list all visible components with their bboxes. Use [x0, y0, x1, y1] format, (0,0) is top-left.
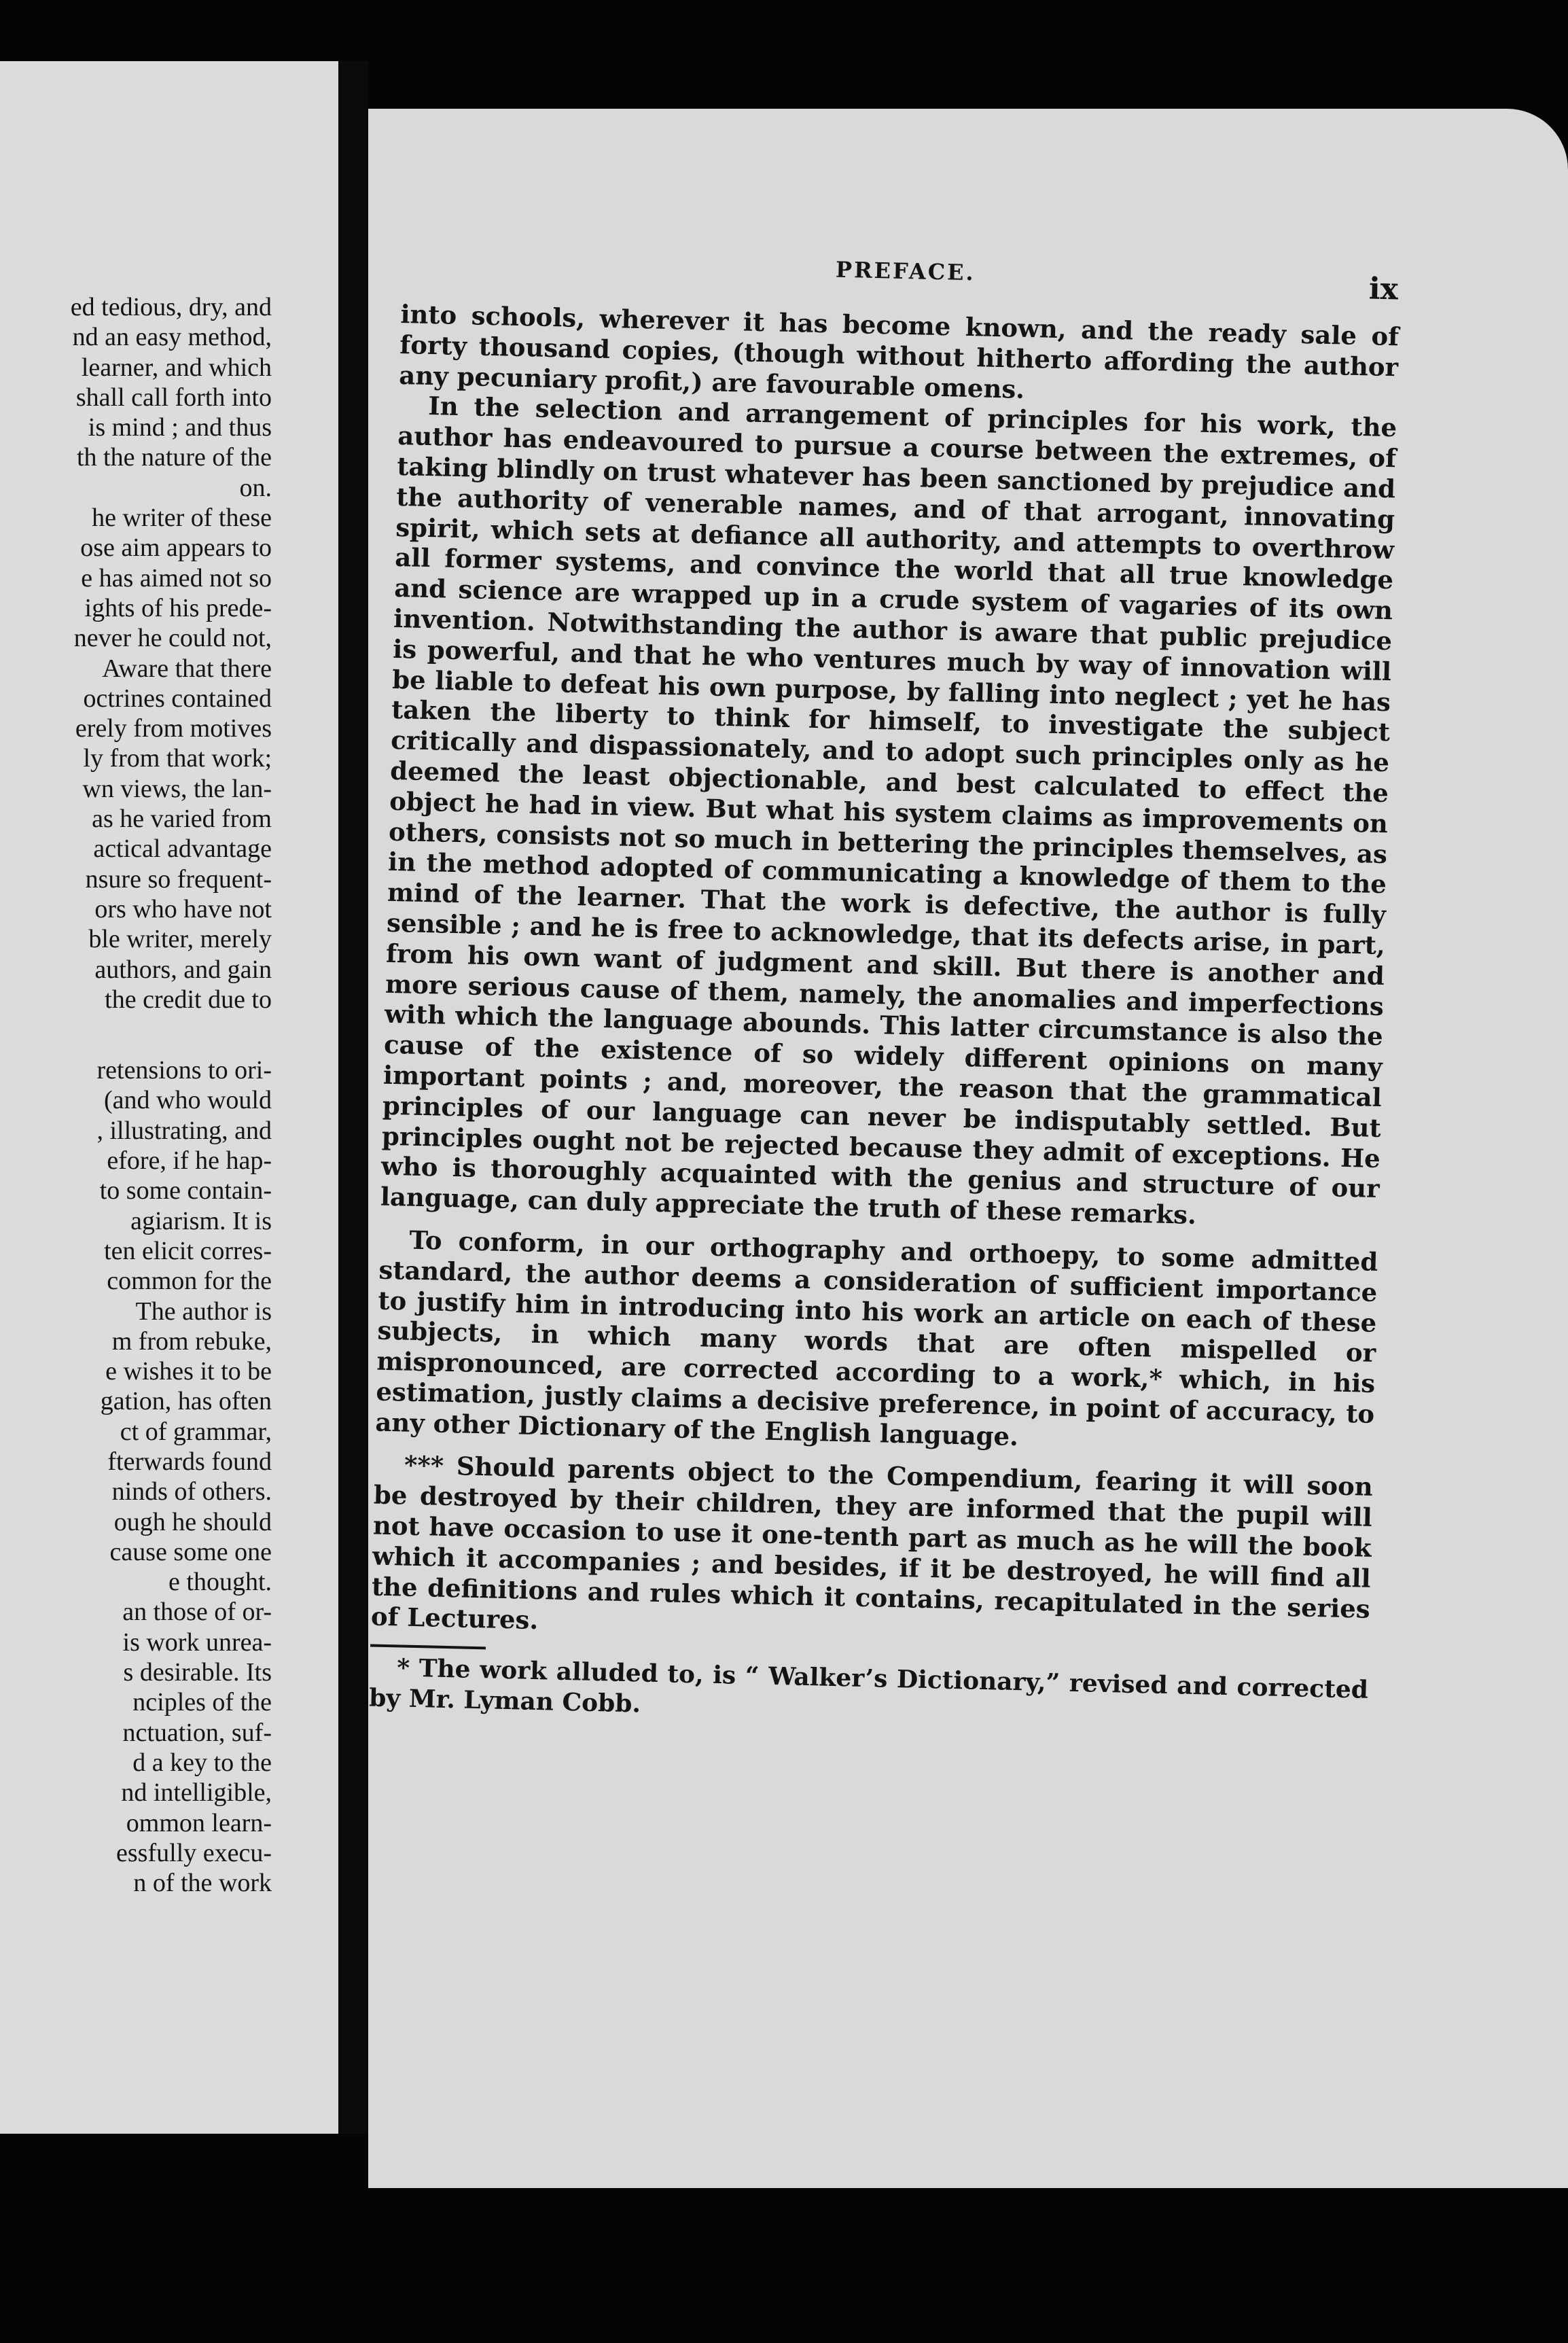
footnote-rule [370, 1644, 486, 1650]
facing-page-line: nciples of the [132, 1688, 272, 1717]
facing-page-line: nsure so frequent- [85, 864, 272, 894]
facing-page-line: retensions to ori- [96, 1056, 272, 1085]
facing-page-line: to some contain- [99, 1176, 272, 1205]
paragraph-continued: into schools, wherever it has become known, and the ready sale of forty thousand copies, (though without hitherto affording the author any pecuniary profit,) are favourable omens. [398, 299, 1400, 404]
facing-page-line: ly from that work; [83, 744, 272, 773]
facing-page-line: e has aimed not so [81, 563, 272, 593]
facing-page-line: shall call forth into [75, 383, 272, 412]
facing-page-line: he writer of these [92, 504, 272, 533]
facing-page-line: e wishes it to be [105, 1357, 272, 1386]
facing-page-line: Aware that there [102, 654, 272, 683]
paragraph-parents-note: *** Should parents object to the Compendium, fearing it will soon be destroyed by their children, they are informed that the pupil will not have occasion to use it one-tenth part as much as he will the book which it accompanies ; and besides, if it be destroyed, he will find all the definitions and rules which it contains, recapitulated in the series of Lectures. [370, 1450, 1374, 1636]
facing-page-line: as he varied from [92, 805, 272, 834]
facing-page-line: ights of his prede- [84, 593, 272, 622]
facing-page-line: cause some one [109, 1537, 272, 1566]
facing-page-line: ble writer, merely [88, 925, 272, 954]
running-header: PREFACE. [835, 256, 976, 286]
facing-page-line: d a key to the [132, 1748, 272, 1777]
facing-page-line: octrines contained [83, 684, 272, 713]
facing-page-line: nd intelligible, [121, 1778, 272, 1808]
facing-page-line: is mind ; and thus [88, 413, 272, 442]
facing-page-line: m from rebuke, [111, 1326, 272, 1356]
facing-page-line: nctuation, suf- [122, 1718, 272, 1747]
paragraph-conform: To conform, in our orthography and orthoepy, to some admitted standard, the author deems a consideration of sufficient importance to justify him in introducing into his work an article on each of these subjects, in which many words that are often mispelled or mispronounced, are corrected according to a work,* which, in his estimation, justly claims a decisive preference, in point of accuracy, to any other Dictionary of the English language. [375, 1225, 1378, 1451]
facing-page-line: erely from motives [75, 714, 272, 743]
facing-page-line: gation, has often [100, 1387, 272, 1416]
facing-page-line: the credit due to [105, 985, 272, 1014]
facing-page-line: ough he should [113, 1507, 272, 1536]
facing-page-line: common for the [107, 1267, 272, 1296]
facing-page-line: e thought. [168, 1568, 272, 1597]
facing-page-line: is work unrea- [122, 1627, 272, 1657]
facing-page-line: ct of grammar, [120, 1417, 272, 1446]
facing-page-line: authors, and gain [94, 955, 272, 984]
facing-page-left [0, 61, 338, 2134]
footnote: * The work alluded to, is “ Walker’s Dictionary,” revised and corrected by Mr. Lyman Cobb. [368, 1653, 1369, 1719]
facing-page-line: ommon learn- [126, 1808, 272, 1837]
facing-page-line: fterwards found [107, 1447, 272, 1476]
facing-page-line: efore, if he hap- [107, 1146, 272, 1176]
facing-page-line: s desirable. Its [123, 1658, 272, 1687]
facing-page-line: on. [239, 473, 272, 502]
facing-page-text [0, 292, 272, 1898]
facing-page-line: ose aim appears to [80, 533, 272, 563]
facing-page-line: an those of or- [122, 1598, 272, 1627]
facing-page-line: ed tedious, dry, and [70, 293, 272, 321]
preface-text [369, 299, 1400, 1736]
facing-page-line: essfully execu- [116, 1838, 272, 1867]
page-number: ix [1368, 271, 1399, 307]
facing-page-line: (and who would [104, 1086, 272, 1115]
facing-page-line: learner, and which [81, 353, 272, 382]
facing-page-line: th the nature of the [76, 443, 272, 472]
facing-page-line: , illustrating, and [96, 1116, 272, 1145]
facing-page-line: nd an easy method, [72, 323, 272, 352]
facing-page-line: ten elicit corres- [104, 1236, 272, 1265]
facing-page-line: never he could not, [73, 624, 272, 653]
paragraph-gap [0, 1015, 272, 1055]
book-gutter [338, 61, 368, 2134]
facing-page-line: actical advantage [93, 834, 272, 864]
facing-page-line: n of the work [133, 1869, 272, 1898]
facing-page-line: The author is [135, 1297, 272, 1326]
facing-page-line: agiarism. It is [130, 1206, 272, 1235]
facing-page-line: wn views, the lan- [82, 774, 272, 803]
paragraph-selection: In the selection and arrangement of principles for his work, the author has endeavoured to pursue a course between the extremes, of taking blindly on trust whatever has been sanctioned by prejudice and the authority of venerable names, and of that arrogant, innovating spirit, which sets at defiance all authority, and attempts to overthrow all former systems, and convince the world that all true knowledge and science are wrapped up in a crude system of vagaries of its own invention. Notwithstanding the author is aware that public prejudice is powerful, and that he who ventures much by way of innovation will be liable to defeat his own purpose, by falling into neglect ; yet he has taken the liberty to think for himself, to investigate the subject critically and dispassionately, and to adopt such principles only as he deemed the least objectionable, and best calculated to effect the object he had in view. But what his system claims as improvements on others, consists not so much in bettering the principles themselves, as in the method adopted of communicating a knowledge of them to the mind of the learner. That the work is defective, the author is fully sensible ; and he is free to acknowledge, that its defects arise, in part, from his own want of judgment and skill. But there is another and more serious cause of them, namely, the anomalies and imperfections with which the language abounds. This latter circumstance is also the cause of the existence of so widely different opinions on many important points ; and, moreover, the reason that the grammatical principles of our language can never be indisputably settled. But principles ought not be rejected because they admit of exceptions. He who is thoroughly acquainted with the genius and structure of our language, can duly appreciate the truth of these remarks. [380, 391, 1397, 1231]
facing-page-line: ninds of others. [111, 1477, 272, 1507]
facing-page-line: ors who have not [94, 894, 272, 923]
